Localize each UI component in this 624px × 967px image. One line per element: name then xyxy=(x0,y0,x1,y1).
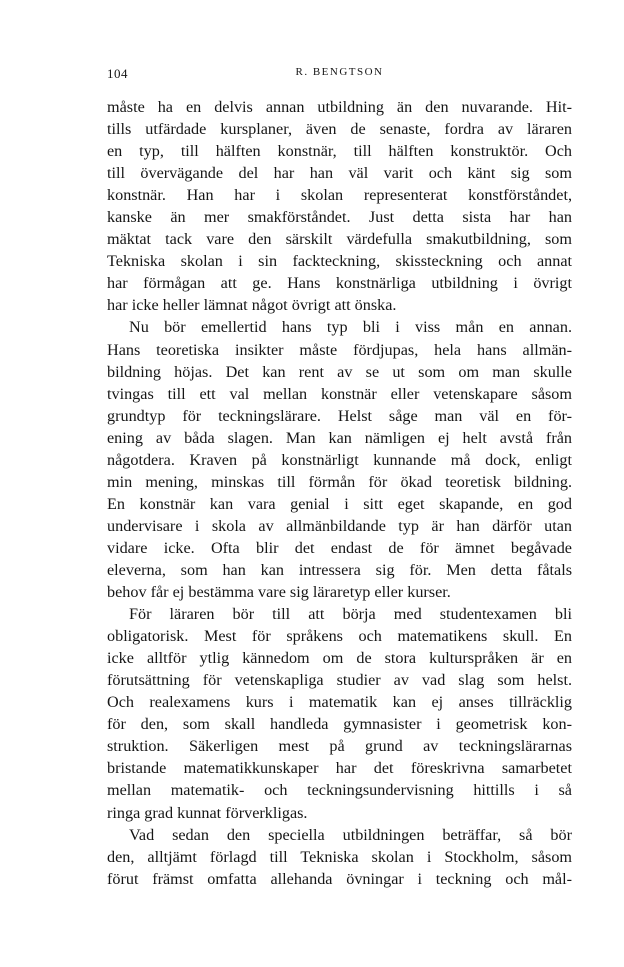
running-title: R. BENGTSON xyxy=(295,66,384,78)
text-line: undervisare i skola av allmänbildande typ är han därför utan xyxy=(107,516,572,535)
text-line: en typ, till hälften konstnär, till hälften konstruktör. Och xyxy=(107,142,572,161)
text-line: någotdera. Kraven på konstnärligt kunnande må dock, enligt xyxy=(107,450,572,469)
text-line: förut främst omfatta allehanda övningar i teckning och mål- xyxy=(107,869,572,888)
text-line: mellan matematik- och teckningsundervisning hittills i så xyxy=(107,781,572,800)
text-line: grundtyp för teckningslärare. Helst såge man väl en för- xyxy=(107,406,572,425)
text-line: tvingas till ett val mellan konstnär eller vetenskapare såsom xyxy=(107,384,572,403)
text-line: till övervägande del har han väl varit och känt sig som xyxy=(107,164,572,183)
text-line: För läraren bör till att börja med studentexamen bli xyxy=(129,605,572,624)
text-line: eleverna, som han kan intressera sig för. Men detta fåtals xyxy=(107,560,572,579)
text-line: icke alltför ytlig kännedom om de stora kulturspråken är en xyxy=(107,649,572,668)
page-number: 104 xyxy=(107,66,128,81)
text-line: måste ha en delvis annan utbildning än den nuvarande. Hit- xyxy=(107,98,572,116)
text-line: mäktat tack vare den särskilt värdefulla smakutbildning, som xyxy=(107,230,572,249)
text-line: ringa grad kunnat förverkligas. xyxy=(107,803,308,822)
text-line: bristande matematikkunskaper har det föreskrivna samarbetet xyxy=(107,759,572,778)
text-line: för den, som skall handleda gymnasister i geometrisk kon- xyxy=(107,715,572,734)
text-line: Vad sedan den speciella utbildningen beträffar, så bör xyxy=(129,825,572,844)
text-line: obligatorisk. Mest för språkens och matematikens skull. En xyxy=(107,627,572,646)
text-line: Tekniska skolan i sin fackteckning, skissteckning och annat xyxy=(107,252,572,271)
text-line: har förmågan att ge. Hans konstnärliga utbildning i övrigt xyxy=(107,274,572,293)
text-line: har icke heller lämnat något övrigt att önska. xyxy=(107,296,397,315)
text-line: bildning höjas. Det kan rent av se ut som om man skulle xyxy=(107,362,572,381)
text-line: Nu bör emellertid hans typ bli i viss mån en annan. xyxy=(129,318,572,337)
text-line: min mening, minskas till förmån för ökad teoretisk bildning. xyxy=(107,472,572,491)
text-line: den, alltjämt förlagd till Tekniska skolan i Stockholm, såsom xyxy=(107,847,572,866)
running-head xyxy=(107,66,572,86)
text-line: struktion. Säkerligen mest på grund av teckningslärarnas xyxy=(107,737,572,756)
text-line: Och realexamens kurs i matematik kan ej anses tillräcklig xyxy=(107,693,572,712)
text-line: behov får ej bestämma vare sig läraretyp eller kurser. xyxy=(107,583,451,602)
text-line: tills utfärdade kursplaner, även de senaste, fordra av läraren xyxy=(107,120,572,139)
text-line: ening av båda slagen. Man kan nämligen ej helt avstå från xyxy=(107,428,572,447)
text-line: kanske än mer smakförståndet. Just detta sista har han xyxy=(107,208,572,227)
body-text xyxy=(107,96,572,890)
text-line: Hans teoretiska insikter måste fördjupas, hela hans allmän- xyxy=(107,340,572,359)
text-line: vidare icke. Ofta blir det endast de för ämnet begåvade xyxy=(107,538,572,557)
text-line: En konstnär kan vara genial i sitt eget skapande, en god xyxy=(107,494,572,513)
text-line: förutsättning för vetenskapliga studier av vad slag som helst. xyxy=(107,671,572,690)
text-line: konstnär. Han har i skolan representerat konstförståndet, xyxy=(107,186,572,205)
